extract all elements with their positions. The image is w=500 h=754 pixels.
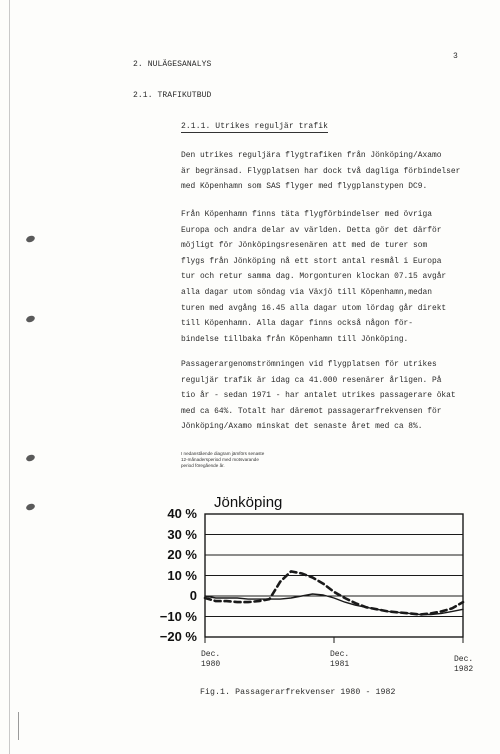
- x-tick-label-line: Dec.: [330, 650, 350, 659]
- paragraph-line: Jönköping/Axamo minskat det senaste året med ca 8%.: [181, 422, 423, 432]
- x-tick-label: [454, 655, 473, 675]
- y-tick-label: −10 %: [159, 608, 197, 624]
- x-tick-label: [330, 650, 349, 670]
- chart-note-line: 12-månadersperiod med motsvarande: [181, 457, 259, 463]
- paragraph-line: med ca 64%. Totalt har däremot passagerarfrekvensen för: [181, 406, 442, 416]
- chart-note: [181, 451, 264, 470]
- punch-hole: [25, 454, 36, 463]
- paragraph-line: turen med avgång 16.45 alla dagar utom lördag går direkt: [181, 303, 447, 313]
- subsection-heading: 2.1. TRAFIKUTBUD: [133, 91, 212, 100]
- margin-mark: [18, 712, 19, 740]
- y-tick-label: 30 %: [167, 526, 197, 542]
- paragraph-line: Passagerargenomströmningen vid flygplatsen för utrikes: [181, 360, 437, 369]
- paragraph-line: till Köpenhamn. Alla dagar finns också någon för-: [181, 319, 414, 329]
- page-number: 3: [453, 52, 458, 61]
- paragraph-3: [181, 357, 456, 435]
- x-tick-label-line: 1982: [454, 665, 474, 674]
- paragraph-line: alla dagar utom söndag via Växjö till Köpenhamn,medan: [181, 287, 432, 297]
- y-tick-label: 20 %: [167, 547, 197, 562]
- x-tick-label-line: 1980: [201, 660, 221, 669]
- punch-hole: [25, 315, 36, 324]
- binder-edge: [9, 0, 10, 754]
- paragraph-line: med Köpenhamn som SAS flyger med flygplanstypen DC9.: [181, 182, 428, 192]
- chart-title: Jönköping: [214, 494, 283, 511]
- y-tick-label: −20 %: [159, 629, 197, 644]
- paragraph-line: reguljär trafik är idag ca 41.000 resenärer årligen. På: [181, 375, 442, 385]
- paragraph-line: Från Köpenhamn finns täta flygförbindelser med övriga: [181, 210, 432, 219]
- paragraph-line: tur och retur samma dag. Morgonturen klockan 07.15 avgår: [181, 272, 447, 282]
- paragraph-line: bindelse tillbaka från Köpenhamn till Jönköping.: [181, 334, 409, 344]
- punch-hole: [25, 503, 36, 512]
- y-tick-label: 0: [189, 588, 197, 603]
- punch-hole: [25, 235, 36, 244]
- figure-caption: Fig.1. Passagerarfrekvenser 1980 - 1982: [200, 688, 396, 697]
- paragraph-line: Den utrikes reguljära flygtrafiken från Jönköping/Axamo: [181, 151, 442, 160]
- paragraph-line: Europa och andra delar av världen. Detta gör det därför: [181, 225, 442, 235]
- y-tick-label: 10 %: [167, 567, 197, 583]
- chart-note-line: period föregående år.: [181, 463, 225, 469]
- section-heading: 2. NULÄGESANALYS: [133, 60, 212, 69]
- subsubsection-heading: 2.1.1. Utrikes reguljär trafik: [181, 122, 329, 131]
- paragraph-line: möjligt för Jönköpingsresenären att med de turer som: [181, 241, 428, 251]
- y-tick-label: 40 %: [167, 506, 197, 521]
- x-tick-label: [201, 650, 220, 670]
- paragraph-line: tio år - sedan 1971 - har antalet utrikes passagerare ökat: [181, 391, 456, 401]
- chart-note-line: I nedanstående diagram jämförs senaste: [181, 451, 265, 456]
- x-tick-label-line: Dec.: [454, 655, 474, 664]
- x-tick-label-line: Dec.: [201, 650, 221, 659]
- x-tick-label-line: 1981: [330, 660, 350, 669]
- paragraph-2: [181, 207, 446, 347]
- series-line-solid: [205, 594, 463, 615]
- paragraph-line: flygs från Jönköping nå ett stort antal resmål i Europa: [181, 256, 442, 266]
- series-line-dashed: [205, 571, 463, 614]
- paragraph-1: [181, 148, 460, 195]
- paragraph-line: är begränsad. Flygplatsen har dock två dagliga förbindelser: [181, 166, 461, 176]
- plot-frame: [205, 514, 463, 637]
